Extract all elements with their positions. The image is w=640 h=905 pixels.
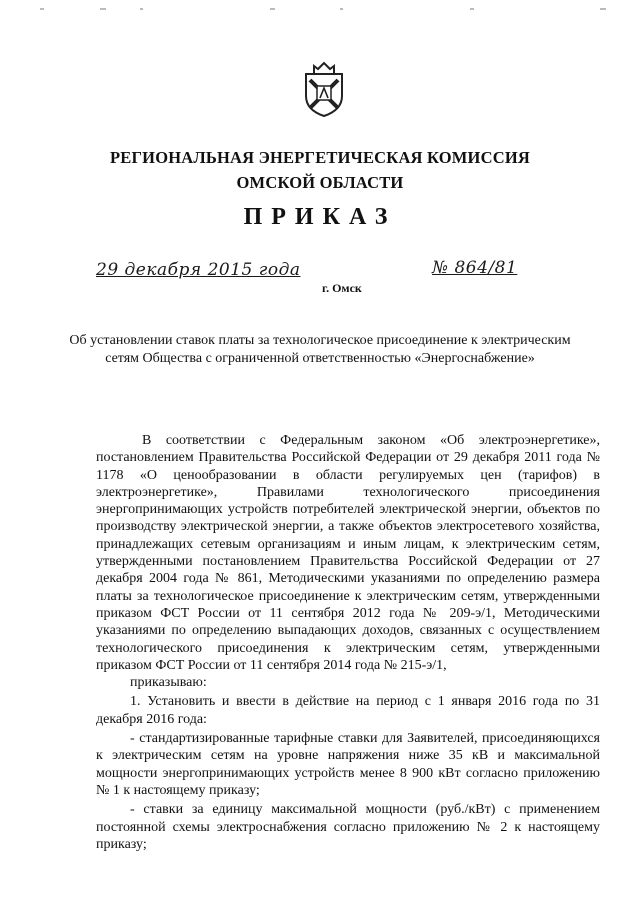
document-type-title: ПРИКАЗ [243,204,397,230]
city-label: г. Омск [322,281,362,295]
item-1-b: - ставки за единицу максимальной мощности (руб./кВт) с применением постоянной схемы электроснабжения согласно приложению № 2 к настоящему приказу; [96,802,600,852]
organization-name-line1: РЕГИОНАЛЬНАЯ ЭНЕРГЕТИЧЕСКАЯ КОМИССИЯ [110,148,530,167]
handwritten-number: № 864/81 [432,258,518,278]
item-1-a: - стандартизированные тарифные ставки для Заявителей, присоединяющихся к электрическим сетям на уровне напряжения ниже 35 кВ и максимальной мощности энергопринимающих устройств менее 8 900 кВт согласно приложению № 1 к настоящему приказу; [96,731,600,798]
item-1: 1. Установить и ввести в действие на период с 1 января 2016 года по 31 декабря 2016 года: [96,694,600,727]
coat-of-arms-omsk-icon [300,60,348,118]
scan-marks [40,8,610,16]
document-subject: Об установлении ставок платы за технологическое присоединение к электрическим сетям Общества с ограниченной ответственностью «Энергоснабжение» [69,333,571,366]
document-body [96,432,600,853]
handwritten-date: 29 декабря 2015 года [96,260,301,280]
order-word: приказываю: [130,675,207,691]
preamble-paragraph: В соответствии с Федеральным законом «Об электроэнергетике», постановлением Правительства Российской Федерации от 29 декабря 2011 года № 1178 «О ценообразовании в области регулируемых цен (тарифов) в электроэнергетике», Правилами технологического присоединения энергопринимающих устройств потребителей электрической энергии, объектов по производству электрической энергии, а также объектов электросетевого хозяйства, принадлежащих сетевым организациям и иным лицам, к электрическим сетям, утвержденными постановлением Правительства Российской Федерации от 27 декабря 2004 года № 861, Методическими указаниями по определению размера платы за технологическое присоединение к электрическим сетям, утвержденными приказом ФСТ России от 11 сентября 2012 года № 209-э/1, Методическими указаниями по определению выпадающих доходов, связанных с осуществлением технологического присоединения к электрическим сетям, утвержденными приказом ФСТ России от 11 сентября 2014 года № 215-э/1, [96,433,600,673]
organization-name-line2: ОМСКОЙ ОБЛАСТИ [236,173,404,192]
